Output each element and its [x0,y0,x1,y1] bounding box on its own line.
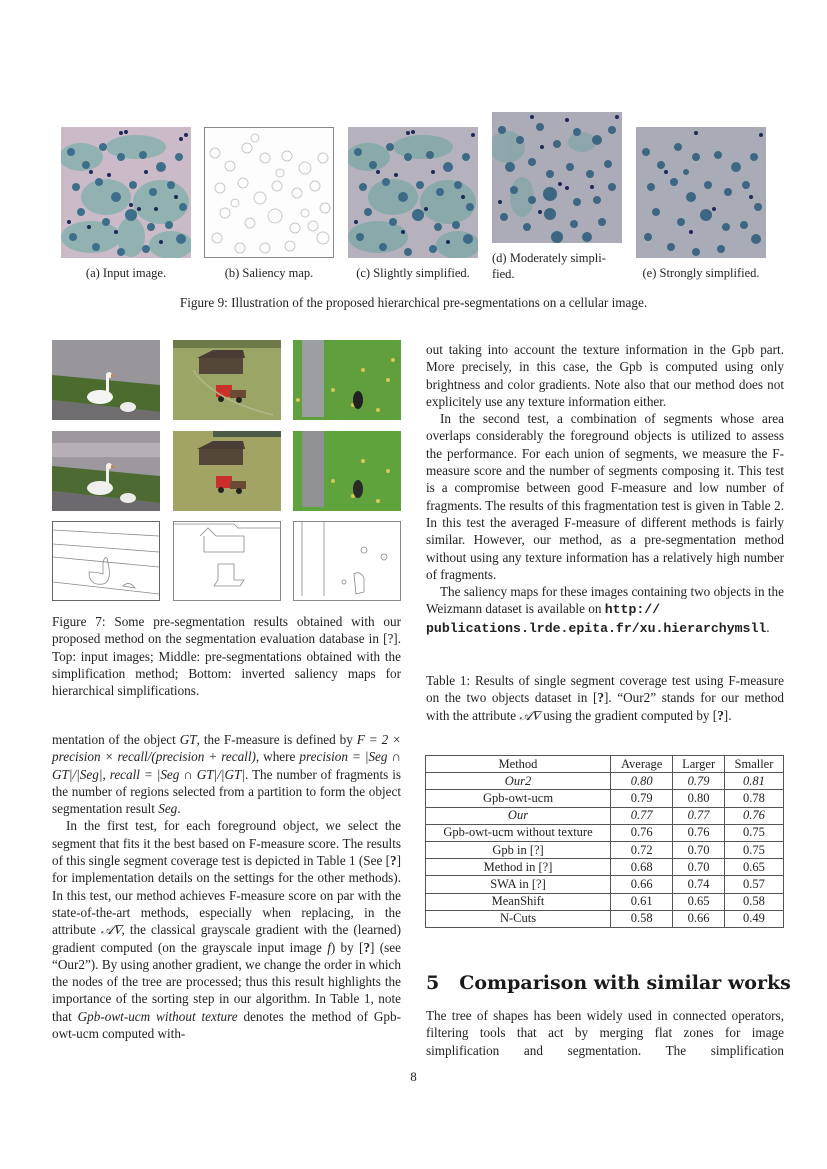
citation-link[interactable]: ? [363,939,371,955]
cell-smaller: 0.76 [724,807,783,824]
math-recall-formula: recall = |Seg ∩ GT|/|GT| [109,766,246,782]
table-row [426,859,784,876]
cell-average: 0.79 [611,790,673,807]
text: , [102,766,110,782]
figure-7-input-cabin-truck [173,340,281,420]
cell-method: Method in [?] [426,859,611,876]
url-link[interactable]: publications.lrde.epita.fr/xu.hierarchymsll [426,620,767,636]
cell-larger: 0.70 [673,841,725,858]
paragraph-first-test [52,817,401,1042]
text: . The number of fragments is the number of regions selected from a partition to form the object segmentation result [52,766,402,817]
header-smaller: Smaller [724,756,783,773]
cell-smaller: 0.78 [724,790,783,807]
table-row [426,841,784,858]
cell-average: 0.66 [611,876,673,893]
table-row [426,876,784,893]
figure-9d-caption-line2: fied. [492,267,515,281]
cell-smaller: 0.81 [724,773,783,790]
math-seg: Seg [158,801,178,817]
text-italic-method-name: Gpb-owt-ucm without texture [77,1008,238,1024]
text: Table 1: Results of single segment coverage test using F-measure on the two objects dataset in [ [426,673,784,706]
text: ] for implementation details on the settings for the other methods). In this test, our method achieves F-measure score on par with the state-of-the-art methods, especially when replacing, in the attribute [52,853,401,938]
figure-9e-caption: (e) Strongly simplified. [642,266,760,280]
paragraph-tree-of-shapes: The tree of shapes has been widely used in connected operators, filtering tools that act by merging flat zones for image simplification and segmentation. The simplification [426,1008,784,1058]
math-attribute-gradient: 𝒜∇ [519,707,540,723]
math-fmeasure-formula: F = 2 × precision × recall/(precision + recall) [52,732,401,765]
text: mentation of the object [52,732,180,747]
figure-9d-moderately-simplified [492,112,622,243]
table-row [426,910,784,927]
right-column-body [426,341,784,637]
section-title: Comparison with similar works [459,972,791,994]
cell-method: SWA in [?] [426,876,611,893]
text: . [177,801,181,817]
cell-smaller: 0.75 [724,841,783,858]
cell-method: Our [426,807,611,824]
figure-9e-strongly-simplified [636,127,766,258]
cell-larger: 0.74 [673,876,725,893]
cell-larger: 0.76 [673,824,725,841]
table-row [426,893,784,910]
math-attribute-gradient: 𝒜∇ [100,922,122,938]
math-precision-formula: precision = |Seg ∩ GT|/|Seg| [52,749,401,782]
text: The saliency maps for these images containing two objects in the Weizmann dataset is available on [426,584,784,617]
text: , the classical grayscale gradient with the (learned) gradient computed (on the grayscale input image [52,922,401,955]
section-number: 5 [426,972,440,994]
citation-link[interactable]: ? [717,707,724,723]
text: ] (see “Our2”). By using another gradient, we change the order in which the nodes of the tree are processed; thus this result highlights the importance of the sorting step in our algorithm. In Table 1, note that [52,939,401,1024]
cell-larger: 0.65 [673,893,725,910]
figure-7-saliency-swans [52,521,160,601]
text: ]. “Our2” stands for our method with the attribute [426,690,785,723]
section-5-heading [426,972,791,994]
cell-method: Gpb-owt-ucm [426,790,611,807]
cell-method: Gpb in [?] [426,841,611,858]
left-column-body [52,731,401,1042]
text: In the first test, for each foreground object, we select the segment that fits it the best based on F-measure score. The results of this single segment coverage test is depicted in Table 1 (See [ [52,818,401,869]
text: using the gradient computed by [ [539,707,718,723]
figure-9c-slightly-simplified [348,127,478,258]
text: ]. [723,707,732,723]
math-gt: GT [179,732,197,747]
cell-average: 0.72 [611,841,673,858]
math-f: f [327,939,331,955]
url-link[interactable]: http:// [604,602,661,618]
paragraph-texture-note: out taking into account the texture information in the Gpb part. More precisely, in this case, the Gpb is computed using only brightness and color gradients. Note also that our method does not explicitely use any texture information either. [426,342,784,409]
figure-7-saliency-cabin-truck [173,521,281,601]
figure-9c-caption: (c) Slightly simplified. [356,266,470,280]
figure-9d-caption [492,250,626,282]
table-row [426,773,784,790]
paragraph-second-test: In the second test, a combination of segments whose area overlaps considerably the foreground objects is utilized to assess the performance. For each union of segments, we measure the F-measure score and the number of segments composing it. This test is a compromise between good F-measure and low number of fragments. The results of this fragmentation test is given in Table 2. In this test the averaged F-measure of different methods is fairly similar. However, our method, as a pre-segmentation method without using any texture information has a relatively high number of fragments. [426,411,784,582]
paragraph-fmeasure-definition [52,731,401,817]
cell-average: 0.58 [611,910,673,927]
header-larger: Larger [673,756,725,773]
table-1-results [425,755,784,928]
figure-9b-saliency-map [204,127,334,258]
cell-method: N-Cuts [426,910,611,927]
figure-9-caption: Figure 9: Illustration of the proposed hierarchical pre-segmentations on a cellular image. [179,295,648,310]
text: , the F-measure is defined by [196,732,357,747]
citation-link[interactable]: ? [597,690,604,706]
cell-smaller: 0.49 [724,910,783,927]
cell-method: Gpb-owt-ucm without texture [426,824,611,841]
section-5-body [426,1007,784,1059]
cell-larger: 0.80 [673,790,725,807]
figure-7-preseg-tree-bear [293,431,401,511]
figure-9b-caption: (b) Saliency map. [224,266,314,280]
text: . [766,619,770,635]
cell-smaller: 0.57 [724,876,783,893]
figure-7-preseg-swans [52,431,160,511]
figure-7-preseg-cabin-truck [173,431,281,511]
paragraph-saliency-availability [426,583,784,637]
text: , where [255,749,300,765]
cell-smaller: 0.65 [724,859,783,876]
table-row [426,824,784,841]
cell-larger: 0.70 [673,859,725,876]
table-1-caption [426,672,784,724]
figure-7-saliency-tree-bear [293,521,401,601]
cell-method: Our2 [426,773,611,790]
figure-7-input-swans [52,340,160,420]
cell-average: 0.80 [611,773,673,790]
figure-9a-caption: (a) Input image. [85,266,167,280]
table-row [426,807,784,824]
cell-smaller: 0.75 [724,824,783,841]
figure-9a-input-image [61,127,191,258]
text: ) by [ [330,939,364,955]
cell-average: 0.77 [611,807,673,824]
cell-method: MeanShift [426,893,611,910]
table-header-row [426,756,784,773]
table-row [426,790,784,807]
figure-9d-caption-line1: (d) Moderately simpli- [492,251,606,265]
cell-average: 0.76 [611,824,673,841]
header-average: Average [611,756,673,773]
text: denotes the method of Gpb-owt-ucm computed with- [52,1008,401,1042]
cell-average: 0.61 [611,893,673,910]
figure-7-caption: Figure 7: Some pre-segmentation results obtained with our proposed method on the segmentation evaluation database in [?]. Top: input images; Middle: pre-segmentations obtained with the simplification method; Bottom: inverted saliency maps for hierarchical simplifications. [52,614,401,699]
header-method: Method [426,756,611,773]
cell-smaller: 0.58 [724,893,783,910]
citation-link[interactable]: ? [390,853,397,869]
cell-average: 0.68 [611,859,673,876]
cell-larger: 0.79 [673,773,725,790]
page-number: 8 [410,1069,417,1084]
figure-7-input-tree-bear [293,340,401,420]
cell-larger: 0.77 [673,807,725,824]
cell-larger: 0.66 [673,910,725,927]
